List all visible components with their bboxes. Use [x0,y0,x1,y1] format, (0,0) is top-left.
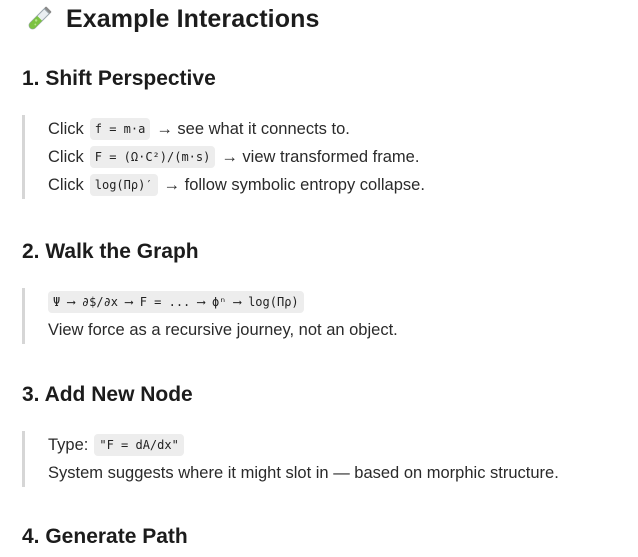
line-suffix: → view transformed frame. [221,148,420,166]
type-label: Type: [48,436,89,454]
test-tube-icon [24,4,54,34]
list-item [48,459,612,487]
section-heading-shift-perspective: 1. Shift Perspective [22,67,216,90]
code-f-transform[interactable]: F = (Ω·C²)/(m·s) [90,146,216,168]
list-item [48,143,612,171]
graph-description: View force as a recursive journey, not an object. [48,321,398,339]
section-heading-add-new-node: 3. Add New Node [22,383,193,406]
line-suffix: → follow symbolic entropy collapse. [163,176,425,194]
code-new-node[interactable]: "F = dA/dx" [94,434,183,456]
list-item [48,431,612,459]
list-item [48,171,612,199]
line-suffix: → see what it connects to. [156,120,350,138]
node-description: System suggests where it might slot in — based on morphic structure. [48,464,559,482]
add-new-node-blockquote [22,431,612,487]
title-row [24,2,319,36]
list-item [48,115,612,143]
code-f-ma[interactable]: f = m·a [90,118,151,140]
click-label: Click [48,176,84,194]
list-item [48,316,612,344]
page-title: Example Interactions [66,4,320,33]
list-item [48,288,612,316]
code-log-entropy[interactable]: log(Πρ)′ [90,174,158,196]
section-heading-generate-path: 4. Generate Path [22,525,188,548]
click-label: Click [48,148,84,166]
shift-perspective-blockquote [22,115,612,199]
click-label: Click [48,120,84,138]
walk-the-graph-blockquote [22,288,612,344]
code-graph-path[interactable]: Ψ ⟶ ∂$/∂x ⟶ F = ... ⟶ ϕⁿ ⟶ log(Πρ) [48,291,304,313]
section-heading-walk-the-graph: 2. Walk the Graph [22,240,199,263]
